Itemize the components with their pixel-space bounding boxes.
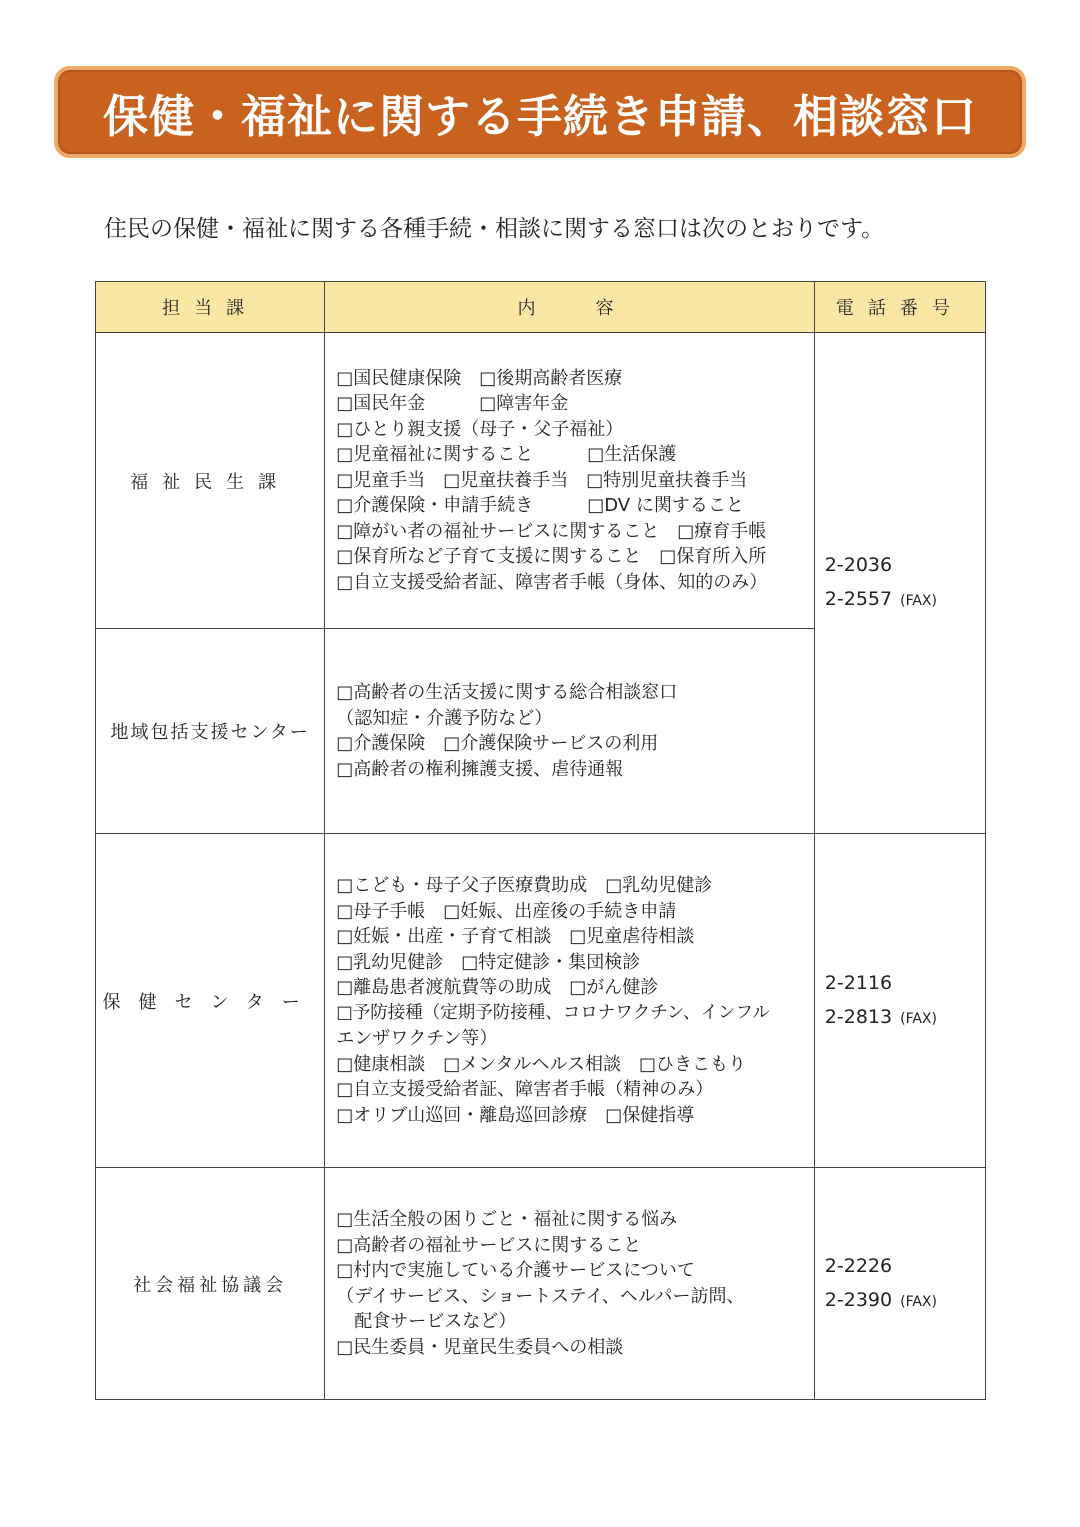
list-item: □乳幼児健診 □特定健診・集団検診: [336, 951, 641, 973]
list-item: □こども・母子父子医療費助成 □乳幼児健診: [336, 875, 713, 896]
phone-cell: [814, 333, 985, 834]
dept-name: 福祉民生課: [130, 471, 291, 493]
content-cell: [325, 629, 815, 834]
phone-cell: [814, 1168, 985, 1400]
list-item: （認知症・介護予防など）: [336, 707, 553, 729]
fax-label: (FAX): [900, 1010, 937, 1027]
list-item: エンザワクチン等）: [336, 1028, 498, 1049]
dept-cell: [96, 1168, 325, 1400]
page-title: 保健・福祉に関する手続き申請、相談窓口: [102, 89, 977, 143]
list-item: □予防接種（定期予防接種、コロナワクチン、インフル: [336, 1002, 770, 1023]
fax-line: [825, 1283, 985, 1319]
list-item: □ひとり親支援（母子・父子福祉）: [336, 418, 624, 440]
table-row: [96, 834, 986, 1168]
content-cell: [325, 1168, 815, 1400]
phone-number: 2-2116: [824, 971, 893, 994]
title-banner: [54, 66, 1026, 158]
dept-name: 保健センター: [102, 991, 318, 1013]
list-item: □村内で実施している介護サービスについて: [336, 1260, 695, 1281]
list-item: □児童手当 □児童扶養手当 □特別児童扶養手当: [336, 469, 748, 491]
list-item: □国民年金 □障害年金: [336, 393, 569, 415]
list-item: □民生委員・児童民生委員への相談: [336, 1336, 624, 1358]
list-item: □離島患者渡航費等の助成 □がん健診: [336, 977, 659, 998]
fax-line: [825, 1000, 985, 1036]
fax-line: [825, 582, 985, 618]
dept-cell: [96, 629, 325, 834]
phone-number: 2-2226: [824, 1254, 893, 1277]
dept-name: 社会福祉協議会: [133, 1274, 288, 1296]
list-item: □自立支援受給者証、障害者手帳（精神のみ）: [336, 1079, 714, 1100]
list-item: □自立支援受給者証、障害者手帳（身体、知的のみ）: [336, 571, 768, 593]
table-row: [96, 333, 986, 629]
list-item: □オリブ山巡回・離島巡回診療 □保健指導: [336, 1104, 695, 1126]
phone-cell: [814, 834, 985, 1168]
list-item: □障がい者の福祉サービスに関すること □療育手帳: [336, 520, 767, 542]
fax-number: 2-2557: [824, 588, 893, 610]
list-item: □保育所など子育て支援に関すること □保育所入所: [336, 546, 767, 568]
fax-label: (FAX): [900, 1293, 937, 1310]
header-dept: 担当課: [96, 282, 325, 333]
list-item: □介護保険 □介護保険サービスの利用: [336, 733, 659, 754]
list-item: □高齢者の生活支援に関する総合相談窓口: [336, 682, 678, 703]
list-item: □国民健康保険 □後期高齢者医療: [336, 367, 623, 389]
fax-label: (FAX): [900, 593, 937, 609]
header-phone: 電話番号: [814, 282, 985, 333]
list-item: □高齢者の福祉サービスに関すること: [336, 1234, 642, 1256]
header-content: 内 容: [325, 282, 815, 333]
list-item: 配食サービスなど）: [336, 1311, 517, 1332]
list-item: □母子手帳 □妊娠、出産後の手続き申請: [336, 900, 677, 922]
list-item: □介護保険・申請手続き □DV に関すること: [336, 495, 744, 517]
list-item: □児童福祉に関すること □生活保護: [336, 444, 677, 466]
intro-text: 住民の保健・福祉に関する各種手続・相談に関する窓口は次のとおりです。: [104, 216, 885, 242]
fax-number: 2-2390: [824, 1288, 893, 1311]
table-header-row: [96, 282, 986, 333]
list-item: □生活全般の困りごと・福祉に関する悩み: [336, 1209, 678, 1230]
dept-name: 地域包括支援センター: [110, 722, 310, 743]
table-row: [96, 1168, 986, 1400]
list-item: （デイサービス、ショートステイ、ヘルパー訪問、: [336, 1285, 745, 1307]
list-item: □高齢者の権利擁護支援、虐待通報: [336, 758, 624, 780]
fax-number: 2-2813: [824, 1005, 893, 1028]
contact-table: [95, 281, 986, 1400]
content-cell: [325, 333, 815, 629]
content-cell: [325, 834, 815, 1168]
phone-number: 2-2036: [824, 554, 893, 576]
list-item: □健康相談 □メンタルヘルス相談 □ひきこもり: [336, 1053, 747, 1075]
dept-cell: [96, 333, 325, 629]
dept-cell: [96, 834, 325, 1168]
list-item: □妊娠・出産・子育て相談 □児童虐待相談: [336, 926, 695, 947]
